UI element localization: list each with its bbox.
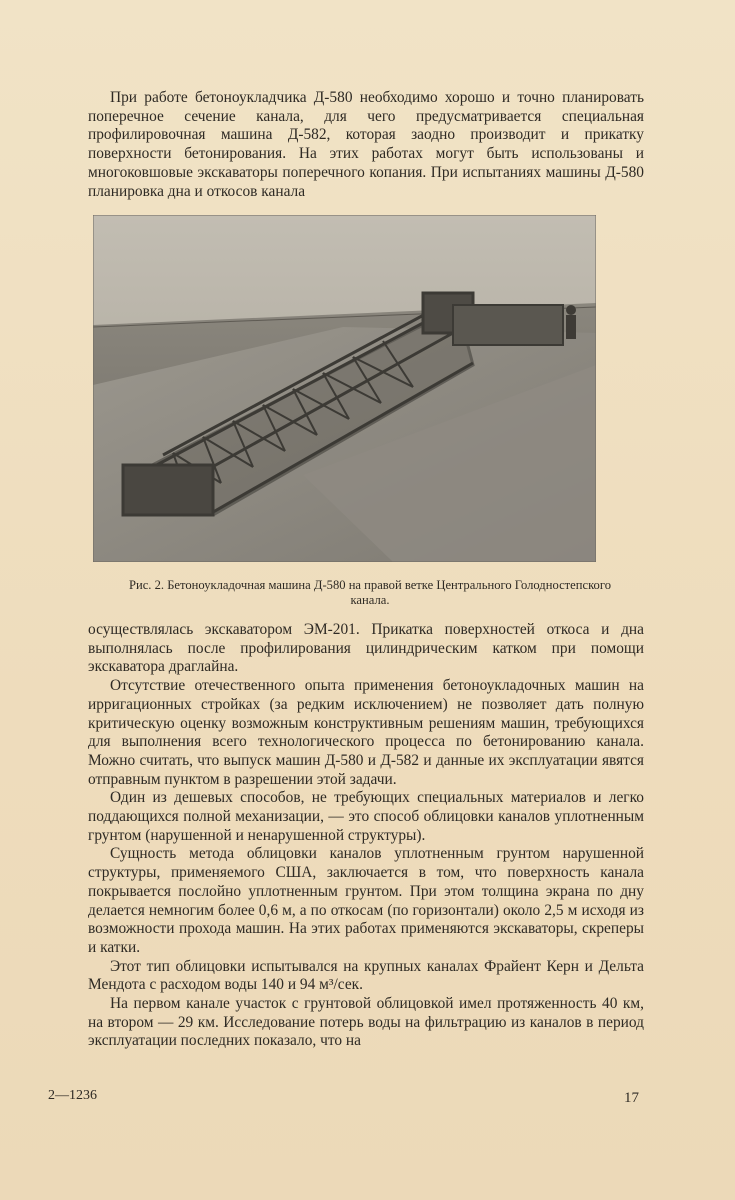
printer-signature: 2—1236: [48, 1088, 97, 1103]
page-number: 17: [624, 1090, 639, 1106]
text-block-top: [88, 89, 644, 201]
paragraph: На первом канале участок с грунтовой облицовкой имел протяженность 40 км, на втором — 29 км. Исследование потерь воды на фильтрацию из каналов в период эксплуатации последних показало, что на: [88, 995, 644, 1050]
paragraph: Этот тип облицовки испытывался на крупных каналах Фрайент Керн и Дельта Мендота с расходом воды 140 и 94 м³/сек.: [88, 957, 644, 994]
text-block-bottom: [88, 621, 644, 1051]
paragraph-top: При работе бетоноукладчика Д-580 необходимо хорошо и точно планировать поперечное сечение канала, для чего предусматривается специальная профилировочная машина Д-582, которая заодно производит и прикатку поверхности бетонирования. На этих работах могут быть использованы и многоковшовые экскаваторы поперечного копания. При испытаниях машины Д-580 планировка дна и откосов канала: [88, 89, 644, 200]
figure-caption: Рис. 2. Бетоноукладочная машина Д-580 на правой ветке Центрального Голодностепского канала.: [128, 578, 612, 607]
paragraph-continuation: осуществлялась экскаватором ЭМ-201. Прикатка поверхностей откоса и дна выполнялась после профилирования цилиндрическим катком при помощи экскаватора драглайна.: [88, 621, 644, 676]
paragraph: Сущность метода облицовки каналов уплотненным грунтом нарушенной структуры, применяемого США, заключается в том, что поверхность канала покрывается послойно уплотненным грунтом. При этом толщина экрана по дну делается немногим более 0,6 м, а по откосам (по горизонтали) около 2,5 м исходя из возможности прохода машин. На этих работах применяются экскаваторы, скреперы и катки.: [88, 845, 644, 956]
figure-photo-concrete-paver: [93, 215, 596, 562]
paragraph: Отсутствие отечественного опыта применения бетоноукладочных машин на ирригационных стройках (за редким исключением) не позволяет дать полную критическую оценку возможным конструктивным решениям машин, требующихся для выполнения всего технологического процесса по бетонированию канала. Можно считать, что выпуск машин Д-580 и Д-582 и данные их эксплуатации явятся отправным пунктом в разрешении этой задачи.: [88, 677, 644, 788]
paragraph: Один из дешевых способов, не требующих специальных материалов и легко поддающихся полной механизации, — это способ облицовки каналов уплотненным грунтом (нарушенной и ненарушенной структуры).: [88, 789, 644, 844]
